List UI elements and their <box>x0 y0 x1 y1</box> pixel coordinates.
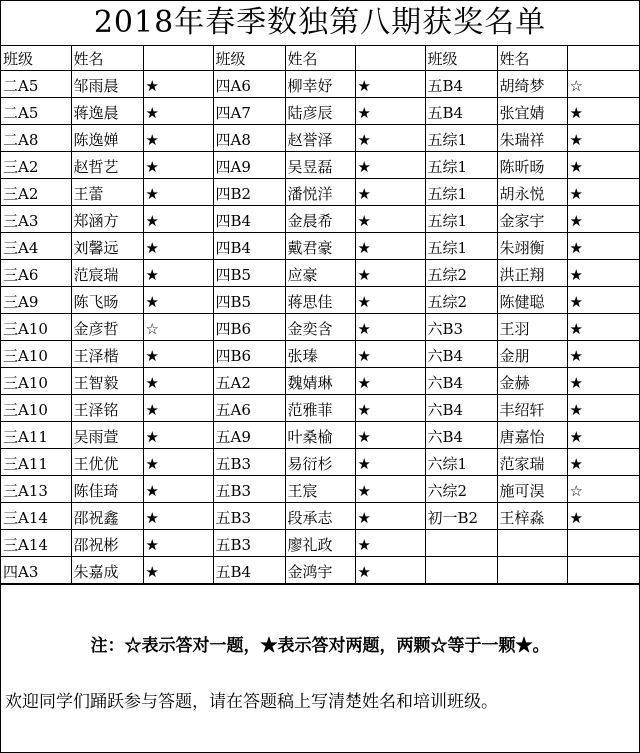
star-mark: ★ <box>143 341 213 368</box>
table-row <box>1 152 639 179</box>
name-cell: 陈佳琦 <box>71 476 143 503</box>
class-cell: 四A6 <box>213 71 285 98</box>
star-mark: ★ <box>143 449 213 476</box>
star-mark: ★ <box>355 557 425 584</box>
name-cell: 邹雨晨 <box>71 71 143 98</box>
star-mark: ★ <box>143 557 213 584</box>
class-cell: 五综2 <box>425 260 497 287</box>
class-cell: 四B6 <box>213 314 285 341</box>
name-cell: 范雅菲 <box>285 395 355 422</box>
star-mark: ★ <box>143 503 213 530</box>
name-cell: 朱嘉成 <box>71 557 143 584</box>
star-mark: ★ <box>355 368 425 395</box>
star-mark: ★ <box>143 530 213 557</box>
star-mark: ★ <box>143 422 213 449</box>
class-cell: 六综1 <box>425 449 497 476</box>
header-mark <box>355 46 425 71</box>
class-cell: 三A6 <box>1 260 71 287</box>
table-row <box>1 98 639 125</box>
star-mark: ★ <box>355 422 425 449</box>
empty-cell <box>497 557 567 584</box>
table-row <box>1 557 639 584</box>
name-cell: 金彦哲 <box>71 314 143 341</box>
class-cell: 四B5 <box>213 287 285 314</box>
table-row <box>1 422 639 449</box>
star-mark: ★ <box>567 422 639 449</box>
class-cell: 五综1 <box>425 233 497 260</box>
name-cell: 陈健聪 <box>497 287 567 314</box>
name-cell: 邵祝鑫 <box>71 503 143 530</box>
class-cell: 五B3 <box>213 503 285 530</box>
header-mark <box>567 46 639 71</box>
class-cell: 初一B2 <box>425 503 497 530</box>
star-mark: ★ <box>355 98 425 125</box>
name-cell: 陆彦辰 <box>285 98 355 125</box>
class-cell: 四B4 <box>213 206 285 233</box>
class-cell: 三A14 <box>1 503 71 530</box>
empty-cell <box>567 530 639 557</box>
empty-cell <box>567 557 639 584</box>
star-mark: ★ <box>355 206 425 233</box>
header-class: 班级 <box>425 46 497 71</box>
star-mark: ★ <box>143 233 213 260</box>
star-mark: ★ <box>355 287 425 314</box>
header-class: 班级 <box>1 46 71 71</box>
name-cell: 朱瑞祥 <box>497 125 567 152</box>
class-cell: 三A10 <box>1 368 71 395</box>
class-cell: 六B3 <box>425 314 497 341</box>
star-mark: ★ <box>567 152 639 179</box>
name-cell: 戴君豪 <box>285 233 355 260</box>
class-cell: 二A8 <box>1 125 71 152</box>
name-cell: 赵哲艺 <box>71 152 143 179</box>
class-cell: 六B4 <box>425 368 497 395</box>
footer-text: 欢迎同学们踊跃参与答题，请在答题稿上写清楚姓名和培训班级。 <box>5 692 498 712</box>
table-row <box>1 287 639 314</box>
name-cell: 王优优 <box>71 449 143 476</box>
star-mark: ★ <box>355 530 425 557</box>
star-mark: ★ <box>355 395 425 422</box>
name-cell: 金赫 <box>497 368 567 395</box>
class-cell: 六B4 <box>425 341 497 368</box>
star-mark: ★ <box>567 314 639 341</box>
star-mark: ★ <box>567 395 639 422</box>
star-mark: ★ <box>355 476 425 503</box>
table-row <box>1 368 639 395</box>
class-cell: 六综2 <box>425 476 497 503</box>
name-cell: 朱翊衡 <box>497 233 567 260</box>
name-cell: 柳幸妤 <box>285 71 355 98</box>
class-cell: 五A2 <box>213 368 285 395</box>
name-cell: 段承志 <box>285 503 355 530</box>
header-name: 姓名 <box>497 46 567 71</box>
name-cell: 施可淏 <box>497 476 567 503</box>
star-mark: ★ <box>567 287 639 314</box>
star-mark: ★ <box>355 503 425 530</box>
name-cell: 叶桑榆 <box>285 422 355 449</box>
name-cell: 唐嘉怡 <box>497 422 567 449</box>
star-mark: ★ <box>567 449 639 476</box>
class-cell: 五A9 <box>213 422 285 449</box>
class-cell: 五B3 <box>213 449 285 476</box>
class-cell: 三A13 <box>1 476 71 503</box>
class-cell: 四B2 <box>213 179 285 206</box>
award-table <box>1 46 639 584</box>
star-mark: ★ <box>143 395 213 422</box>
table-row <box>1 206 639 233</box>
name-cell: 蒋思佳 <box>285 287 355 314</box>
name-cell: 陈飞旸 <box>71 287 143 314</box>
name-cell: 张瑧 <box>285 341 355 368</box>
name-cell: 吴雨萱 <box>71 422 143 449</box>
class-cell: 五综1 <box>425 179 497 206</box>
name-cell: 蒋逸晨 <box>71 98 143 125</box>
legend-note: 注：☆表示答对一题，★表示答对两题，两颗☆等于一颗★。 <box>1 584 639 667</box>
class-cell: 五B4 <box>213 557 285 584</box>
star-mark: ★ <box>143 125 213 152</box>
star-mark: ★ <box>567 206 639 233</box>
name-cell: 洪正翔 <box>497 260 567 287</box>
star-mark: ★ <box>567 368 639 395</box>
name-cell: 金晨希 <box>285 206 355 233</box>
star-mark: ☆ <box>567 476 639 503</box>
name-cell: 王蕾 <box>71 179 143 206</box>
empty-cell <box>425 557 497 584</box>
name-cell: 金家宇 <box>497 206 567 233</box>
star-mark: ★ <box>143 206 213 233</box>
star-mark: ★ <box>355 260 425 287</box>
name-cell: 刘馨远 <box>71 233 143 260</box>
class-cell: 三A14 <box>1 530 71 557</box>
empty-cell <box>497 530 567 557</box>
star-mark: ★ <box>355 341 425 368</box>
star-mark: ★ <box>143 476 213 503</box>
star-mark: ★ <box>567 503 639 530</box>
star-mark: ★ <box>143 71 213 98</box>
table-row <box>1 314 639 341</box>
name-cell: 邵祝彬 <box>71 530 143 557</box>
class-cell: 三A2 <box>1 179 71 206</box>
name-cell: 金鸿宇 <box>285 557 355 584</box>
class-cell: 四B5 <box>213 260 285 287</box>
name-cell: 廖礼政 <box>285 530 355 557</box>
name-cell: 张宜婧 <box>497 98 567 125</box>
name-cell: 王泽楷 <box>71 341 143 368</box>
class-cell: 五B3 <box>213 476 285 503</box>
class-cell: 三A11 <box>1 449 71 476</box>
table-row <box>1 341 639 368</box>
class-cell: 三A10 <box>1 314 71 341</box>
name-cell: 王梓淼 <box>497 503 567 530</box>
name-cell: 应豪 <box>285 260 355 287</box>
table-row <box>1 125 639 152</box>
star-mark: ★ <box>355 152 425 179</box>
star-mark: ★ <box>567 125 639 152</box>
header-row <box>1 46 639 71</box>
star-mark: ★ <box>567 179 639 206</box>
class-cell: 五综1 <box>425 206 497 233</box>
star-mark: ★ <box>355 179 425 206</box>
class-cell: 五B4 <box>425 71 497 98</box>
name-cell: 王泽铭 <box>71 395 143 422</box>
class-cell: 四B4 <box>213 233 285 260</box>
name-cell: 陈昕旸 <box>497 152 567 179</box>
star-mark: ★ <box>355 125 425 152</box>
class-cell: 五综1 <box>425 152 497 179</box>
star-mark: ★ <box>355 71 425 98</box>
class-cell: 二A5 <box>1 98 71 125</box>
name-cell: 王宸 <box>285 476 355 503</box>
star-mark: ★ <box>143 287 213 314</box>
name-cell: 吴昱磊 <box>285 152 355 179</box>
star-mark: ★ <box>567 260 639 287</box>
star-mark: ★ <box>567 341 639 368</box>
name-cell: 陈逸婵 <box>71 125 143 152</box>
table-row <box>1 179 639 206</box>
star-mark: ★ <box>143 368 213 395</box>
header-mark <box>143 46 213 71</box>
table-row <box>1 260 639 287</box>
star-mark: ★ <box>143 179 213 206</box>
class-cell: 五B4 <box>425 98 497 125</box>
name-cell: 金奕含 <box>285 314 355 341</box>
name-cell: 胡绮梦 <box>497 71 567 98</box>
name-cell: 潘悦洋 <box>285 179 355 206</box>
class-cell: 三A2 <box>1 152 71 179</box>
class-cell: 五综2 <box>425 287 497 314</box>
star-mark: ★ <box>143 152 213 179</box>
class-cell: 四A7 <box>213 98 285 125</box>
class-cell: 四A3 <box>1 557 71 584</box>
star-mark: ★ <box>567 98 639 125</box>
star-mark: ★ <box>355 314 425 341</box>
star-mark: ☆ <box>567 71 639 98</box>
table-row <box>1 71 639 98</box>
star-mark: ★ <box>355 449 425 476</box>
name-cell: 范宸瑞 <box>71 260 143 287</box>
star-mark: ★ <box>143 98 213 125</box>
class-cell: 五A6 <box>213 395 285 422</box>
class-cell: 四A9 <box>213 152 285 179</box>
table-row <box>1 233 639 260</box>
class-cell: 三A9 <box>1 287 71 314</box>
name-cell: 丰绍轩 <box>497 395 567 422</box>
header-name: 姓名 <box>71 46 143 71</box>
class-cell: 五B3 <box>213 530 285 557</box>
star-mark: ★ <box>567 233 639 260</box>
empty-cell <box>425 530 497 557</box>
star-mark: ★ <box>355 233 425 260</box>
name-cell: 郑涵方 <box>71 206 143 233</box>
class-cell: 二A5 <box>1 71 71 98</box>
class-cell: 三A10 <box>1 395 71 422</box>
page-title: 2018年春季数独第八期获奖名单 <box>1 1 639 46</box>
header-name: 姓名 <box>285 46 355 71</box>
class-cell: 三A10 <box>1 341 71 368</box>
name-cell: 王羽 <box>497 314 567 341</box>
name-cell: 金朋 <box>497 341 567 368</box>
class-cell: 三A4 <box>1 233 71 260</box>
class-cell: 四B6 <box>213 341 285 368</box>
star-mark: ★ <box>143 260 213 287</box>
class-cell: 四A8 <box>213 125 285 152</box>
class-cell: 三A3 <box>1 206 71 233</box>
table-row <box>1 530 639 557</box>
table-row <box>1 503 639 530</box>
class-cell: 五综1 <box>425 125 497 152</box>
name-cell: 胡永悦 <box>497 179 567 206</box>
table-row <box>1 395 639 422</box>
table-row <box>1 476 639 503</box>
name-cell: 易衍杉 <box>285 449 355 476</box>
name-cell: 范家瑞 <box>497 449 567 476</box>
class-cell: 六B4 <box>425 422 497 449</box>
class-cell: 三A11 <box>1 422 71 449</box>
name-cell: 赵誉泽 <box>285 125 355 152</box>
name-cell: 王智毅 <box>71 368 143 395</box>
class-cell: 六B4 <box>425 395 497 422</box>
name-cell: 魏婧琳 <box>285 368 355 395</box>
table-row <box>1 449 639 476</box>
star-mark: ☆ <box>143 314 213 341</box>
header-class: 班级 <box>213 46 285 71</box>
